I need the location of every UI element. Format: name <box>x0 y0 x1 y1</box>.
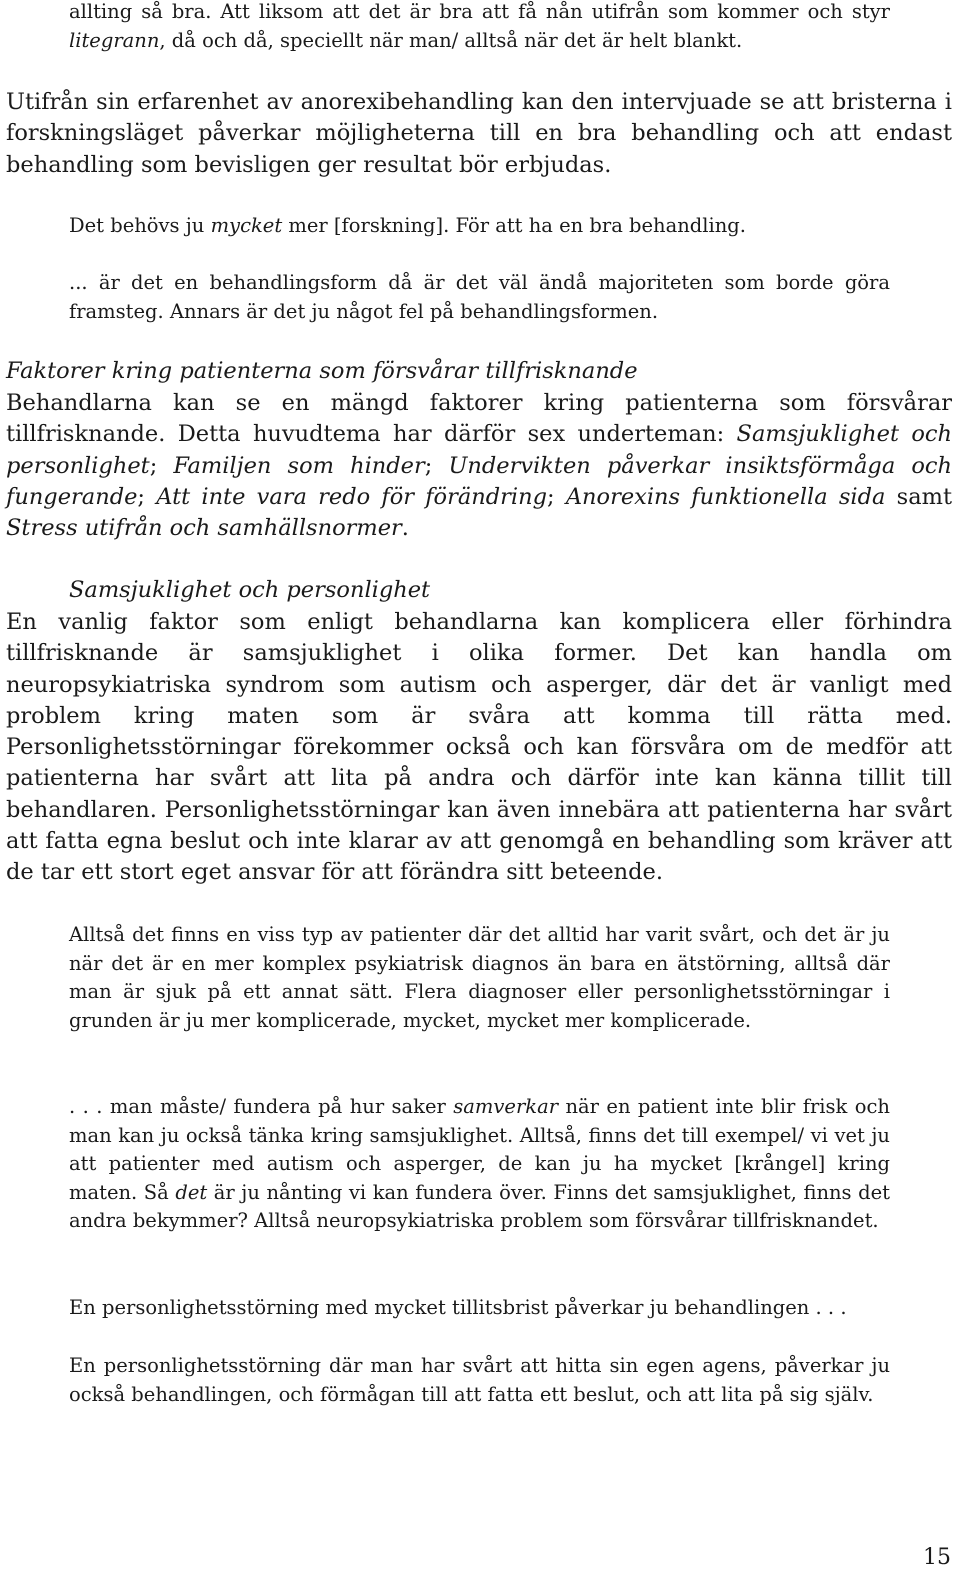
subsection-heading: Samsjuklighet och personlighet <box>69 577 431 603</box>
quote-treatment-form: ... är det en behandlingsform då är det väl ändå majoriteten som borde göra framsteg. Annars är det ju något fel på behandlingsformen. <box>69 271 890 323</box>
quote-interaction: . . . man måste/ fundera på hur saker samverkar när en patient inte blir frisk och man kan ju också tänka kring samsjuklighet. Alltså, finns det till exempel/ vi vet ju att patienter med autism och asperger, de kan ju ha mycket [krångel] kring maten. Så det är ju nånting vi kan fundera över. Finns det samsjuklighet, finns det andra bekymmer? Alltså neuropsykiatriska problem som försvårar tillfrisknandet. <box>69 1095 890 1233</box>
quote-trust-deficit: En personlighetsstörning med mycket tillitsbrist påverkar ju behandlingen . . . <box>69 1296 847 1319</box>
quote-research: Det behövs ju mycket mer [forskning]. För att ha en bra behandling. <box>69 214 746 237</box>
quote-agency: En personlighetsstörning där man har svårt att hitta sin egen agens, påverkar ju också behandlingen, och förmågan till att fatta ett beslut, och att lita på sig själv. <box>69 1354 890 1406</box>
paragraph-research: Utifrån sin erfarenhet av anorexibehandling kan den intervjuade se att bristerna i forskningsläget påverkar möjligheterna till en bra behandling och att endast behandling som bevisligen ger resultat bör erbjudas. <box>6 89 952 178</box>
section-heading: Faktorer kring patienterna som försvårar tillfrisknande <box>6 358 638 384</box>
page-number: 15 <box>923 1545 951 1570</box>
paragraph-comorbidity: En vanlig faktor som enligt behandlarna kan komplicera eller förhindra tillfrisknande är samsjuklighet i olika former. Det kan handla om neuropsykiatriska syndrom som autism och asperger, där det är vanligt med problem kring maten som är svåra att komma till rätta med. Personlighetsstörningar förekommer också och kan försvåra om de medför att patienterna har svårt att lita på andra och därför inte kan känna tillit till behandlaren. Personlighetsstörningar kan även innebära att patienterna har svårt att fatta egna beslut och inte klarar av att genomgå en behandling som kräver att de tar ett stort eget ansvar för att förändra sitt beteende. <box>6 609 952 886</box>
section-intro-paragraph: Behandlarna kan se en mängd faktorer kring patienterna som försvårar tillfrisknande. Detta huvudtema har därför sex underteman: Samsjuklighet och personlighet; Familjen som hinder; Undervikten påverkar insiktsförmåga och fungerande; Att inte vara redo för förändring; Anorexins funktionella sida samt Stress utifrån och samhällsnormer. <box>6 390 952 542</box>
intro-quote: allting så bra. Att liksom att det är bra att få nån utifrån som kommer och styr litegrann, då och då, speciellt när man/ alltså när det är helt blankt. <box>69 0 890 52</box>
quote-complex-patients: Alltså det finns en viss typ av patienter där det alltid har varit svårt, och det är ju när det är en mer komplex psykiatrisk diagnos än bara en ätstörning, alltså där man är sjuk på ett annat sätt. Flera diagnoser eller personlighetsstörningar i grunden är ju mer komplicerade, mycket, mycket mer komplicerade. <box>69 923 890 1032</box>
